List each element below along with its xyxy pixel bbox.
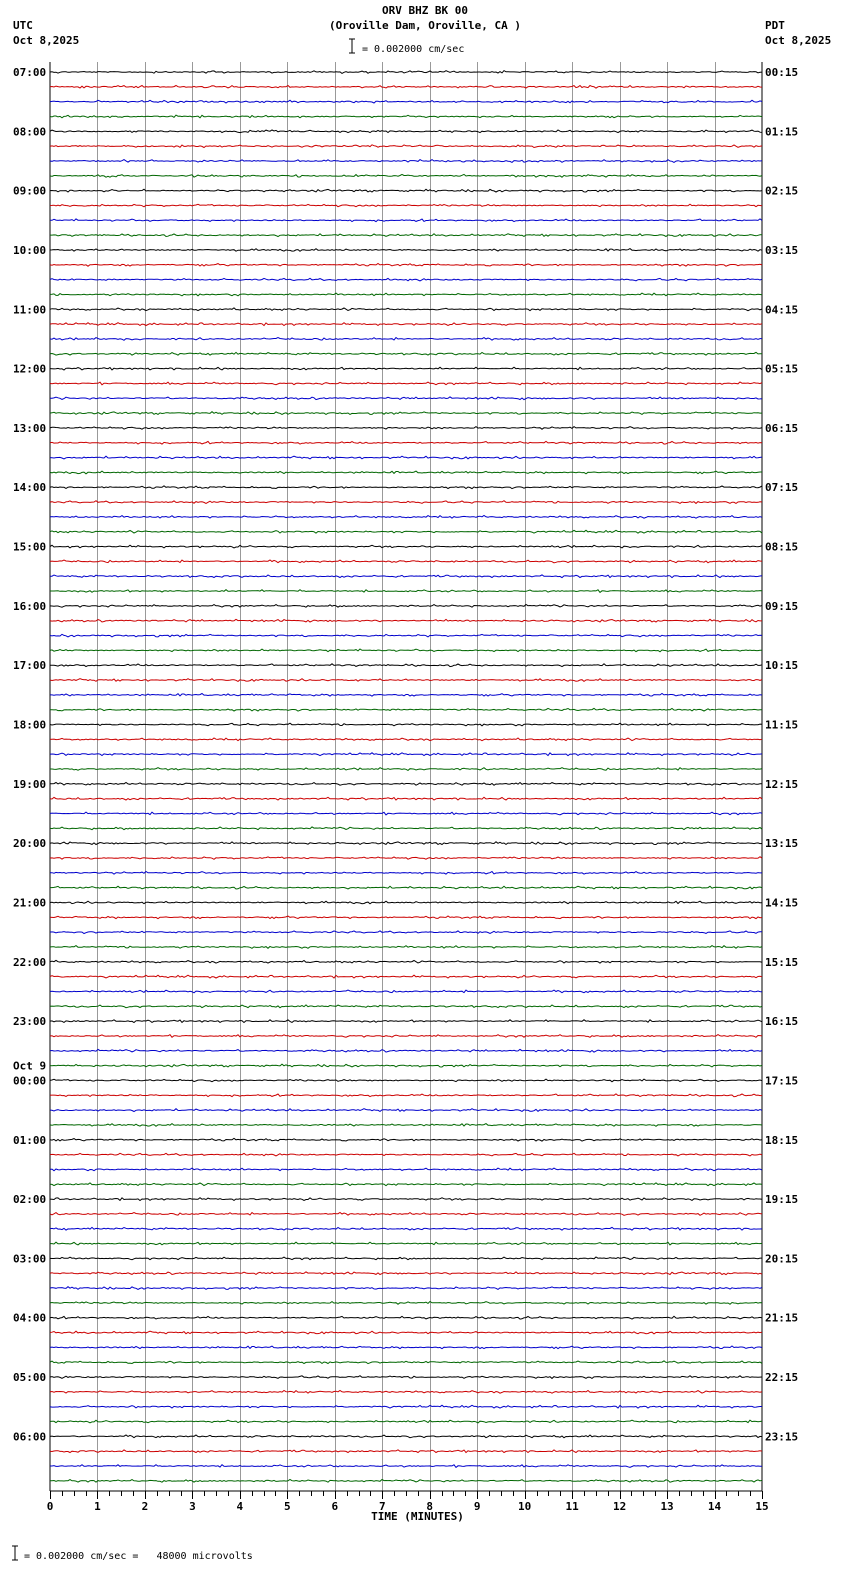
- pdt-hour-label: 22:15: [765, 1371, 799, 1385]
- seismic-trace: [50, 1213, 762, 1216]
- seismic-trace: [50, 204, 762, 207]
- seismic-trace: [50, 264, 762, 267]
- seismic-trace: [50, 619, 762, 622]
- utc-hour-label: 08:00: [13, 125, 47, 139]
- utc-hour-label: 14:00: [13, 481, 47, 495]
- seismic-trace: [50, 397, 762, 400]
- seismic-trace: [50, 1465, 762, 1468]
- x-tick-label: 0: [46, 1500, 54, 1513]
- seismic-trace: [50, 486, 762, 489]
- utc-hour-label: 06:00: [13, 1430, 47, 1444]
- utc-hour-label: 00:00: [13, 1074, 47, 1088]
- seismic-trace: [50, 100, 762, 103]
- x-tick-label: 2: [141, 1500, 149, 1513]
- utc-hour-label: 21:00: [13, 896, 47, 910]
- seismic-trace: [50, 1287, 762, 1290]
- seismic-trace: [50, 115, 762, 118]
- seismic-trace: [50, 694, 762, 697]
- x-tick-label: 14: [707, 1500, 722, 1513]
- x-tick-label: 9: [473, 1500, 481, 1513]
- pdt-hour-label: 23:15: [765, 1430, 799, 1444]
- left-timezone: UTC: [13, 19, 33, 32]
- seismic-trace: [50, 338, 762, 341]
- seismic-trace: [50, 872, 762, 875]
- seismic-trace: [50, 412, 762, 415]
- seismic-trace: [50, 797, 762, 800]
- utc-hour-label: 11:00: [13, 303, 47, 317]
- seismic-trace: [50, 308, 762, 311]
- seismic-trace: [50, 323, 762, 326]
- scale-label: = 0.002000 cm/sec: [362, 44, 465, 55]
- seismic-trace: [50, 1257, 762, 1260]
- seismic-trace: [50, 219, 762, 222]
- seismic-trace: [50, 249, 762, 252]
- pdt-hour-label: 14:15: [765, 896, 799, 910]
- seismic-trace: [50, 649, 762, 652]
- seismic-trace: [50, 723, 762, 726]
- seismic-trace: [50, 886, 762, 889]
- utc-hour-label: 20:00: [13, 837, 47, 851]
- seismic-trace: [50, 590, 762, 593]
- x-tick-label: 1: [94, 1500, 101, 1513]
- pdt-hour-label: 17:15: [765, 1074, 799, 1088]
- seismic-trace: [50, 1005, 762, 1008]
- seismic-trace: [50, 1331, 762, 1334]
- seismic-trace: [50, 441, 762, 444]
- pdt-hour-label: 05:15: [765, 362, 799, 376]
- seismic-trace: [50, 634, 762, 637]
- seismic-trace: [50, 960, 762, 963]
- seismic-trace: [50, 946, 762, 949]
- utc-hour-label: 18:00: [13, 718, 47, 732]
- seismic-trace: [50, 189, 762, 192]
- pdt-hour-label: 16:15: [765, 1015, 799, 1029]
- seismic-trace: [50, 456, 762, 459]
- seismic-trace: [50, 990, 762, 993]
- x-tick-label: 15: [755, 1500, 769, 1513]
- x-tick-label: 11: [565, 1500, 579, 1513]
- seismic-trace: [50, 71, 762, 74]
- seismic-trace: [50, 1361, 762, 1364]
- seismic-trace: [50, 708, 762, 711]
- seismic-trace: [50, 1227, 762, 1230]
- pdt-hour-label: 09:15: [765, 599, 799, 613]
- seismic-trace: [50, 530, 762, 533]
- utc-hour-label: 15:00: [13, 540, 47, 554]
- seismic-trace: [50, 560, 762, 563]
- pdt-hour-label: 02:15: [765, 184, 799, 198]
- pdt-hour-label: 06:15: [765, 421, 799, 435]
- station-title: ORV BHZ BK 00: [381, 4, 469, 17]
- seismic-trace: [50, 1480, 762, 1483]
- pdt-hour-label: 20:15: [765, 1252, 799, 1266]
- x-tick-label: 5: [284, 1500, 291, 1513]
- x-axis-label: TIME (MINUTES): [371, 1510, 464, 1523]
- seismic-trace: [50, 664, 762, 667]
- seismic-trace: [50, 738, 762, 741]
- utc-hour-label: 05:00: [13, 1371, 47, 1385]
- pdt-hour-label: 04:15: [765, 303, 799, 317]
- utc-hour-label: 13:00: [13, 421, 47, 435]
- seismic-trace: [50, 516, 762, 519]
- seismic-trace: [50, 1079, 762, 1082]
- seismic-trace: [50, 471, 762, 474]
- seismic-trace: [50, 768, 762, 771]
- seismic-trace: [50, 352, 762, 355]
- utc-hour-label: 19:00: [13, 777, 47, 791]
- pdt-hour-label: 21:15: [765, 1311, 799, 1325]
- utc-hour-label: 12:00: [13, 362, 47, 376]
- pdt-hour-label: 12:15: [765, 777, 799, 791]
- x-tick-label: 3: [189, 1500, 196, 1513]
- seismic-trace: [50, 679, 762, 682]
- x-tick-label: 4: [236, 1500, 244, 1513]
- x-tick-label: 13: [660, 1500, 674, 1513]
- seismic-trace: [50, 842, 762, 845]
- utc-hour-label: 02:00: [13, 1193, 47, 1207]
- seismic-trace: [50, 1242, 762, 1245]
- seismic-trace: [50, 1183, 762, 1186]
- seismic-trace: [50, 1302, 762, 1305]
- utc-hour-label: 17:00: [13, 659, 47, 673]
- utc-hour-label: 23:00: [13, 1015, 47, 1029]
- seismic-trace: [50, 1420, 762, 1423]
- right-date: Oct 8,2025: [765, 34, 832, 47]
- pdt-hour-label: 03:15: [765, 243, 799, 257]
- seismic-trace: [50, 293, 762, 296]
- seismic-trace: [50, 1049, 762, 1052]
- seismic-trace: [50, 1153, 762, 1156]
- seismic-trace: [50, 783, 762, 786]
- seismic-trace: [50, 145, 762, 148]
- seismic-trace: [50, 278, 762, 281]
- seismic-trace: [50, 367, 762, 370]
- utc-hour-label: 04:00: [13, 1311, 47, 1325]
- seismic-trace: [50, 1094, 762, 1097]
- utc-hour-label: 10:00: [13, 243, 47, 257]
- utc-hour-label: 09:00: [13, 184, 47, 198]
- pdt-hour-label: 19:15: [765, 1193, 799, 1207]
- seismic-trace: [50, 382, 762, 385]
- seismic-trace: [50, 1405, 762, 1408]
- pdt-hour-label: 07:15: [765, 481, 799, 495]
- pdt-hour-label: 00:15: [765, 66, 799, 79]
- seismic-trace: [50, 916, 762, 919]
- seismic-trace: [50, 1376, 762, 1379]
- utc-hour-label: 16:00: [13, 599, 47, 613]
- right-timezone: PDT: [765, 19, 785, 32]
- seismic-trace: [50, 1316, 762, 1319]
- left-date: Oct 8,2025: [13, 34, 80, 47]
- seismic-trace: [50, 1272, 762, 1275]
- seismic-trace: [50, 1168, 762, 1171]
- seismic-trace: [50, 1124, 762, 1127]
- seismic-trace: [50, 1064, 762, 1067]
- seismic-trace: [50, 901, 762, 904]
- pdt-hour-label: 11:15: [765, 718, 799, 732]
- pdt-hour-label: 01:15: [765, 125, 799, 139]
- seismic-trace: [50, 1138, 762, 1141]
- x-tick-label: 8: [426, 1500, 434, 1513]
- x-tick-label: 6: [331, 1500, 339, 1513]
- station-location: (Oroville Dam, Oroville, CA ): [328, 19, 522, 32]
- seismic-trace: [50, 857, 762, 860]
- seismic-trace: [50, 86, 762, 89]
- x-tick-label: 7: [378, 1500, 386, 1513]
- x-tick-label: 12: [612, 1500, 627, 1513]
- utc-hour-label: 22:00: [13, 955, 47, 969]
- footer-scale-note: = 0.002000 cm/sec = 48000 microvolts: [24, 1551, 253, 1562]
- seismic-trace: [50, 975, 762, 978]
- seismic-trace: [50, 130, 762, 133]
- pdt-hour-label: 08:15: [765, 540, 799, 554]
- seismic-trace: [50, 1391, 762, 1394]
- seismic-trace: [50, 1450, 762, 1453]
- seismic-trace: [50, 605, 762, 608]
- date-change-label: Oct 9: [13, 1059, 47, 1073]
- seismic-trace: [50, 1020, 762, 1023]
- pdt-hour-label: 13:15: [765, 837, 799, 851]
- seismic-trace: [50, 1346, 762, 1349]
- seismic-trace: [50, 753, 762, 756]
- seismic-trace: [50, 1198, 762, 1201]
- pdt-hour-label: 10:15: [765, 659, 799, 673]
- seismic-trace: [50, 160, 762, 163]
- utc-hour-label: 07:00: [13, 66, 47, 79]
- pdt-hour-label: 15:15: [765, 955, 799, 969]
- utc-hour-label: 03:00: [13, 1252, 47, 1266]
- seismic-trace: [50, 427, 762, 430]
- seismic-trace: [50, 1435, 762, 1438]
- x-tick-label: 10: [518, 1500, 532, 1513]
- seismic-trace: [50, 501, 762, 504]
- seismic-trace: [50, 931, 762, 934]
- seismic-trace: [50, 827, 762, 830]
- utc-hour-label: 01:00: [13, 1133, 47, 1147]
- seismic-trace: [50, 1035, 762, 1038]
- seismic-trace: [50, 174, 762, 177]
- seismic-trace: [50, 545, 762, 548]
- pdt-hour-label: 18:15: [765, 1133, 799, 1147]
- seismic-trace: [50, 1109, 762, 1112]
- seismic-trace: [50, 812, 762, 815]
- seismic-trace: [50, 575, 762, 578]
- seismic-trace: [50, 234, 762, 237]
